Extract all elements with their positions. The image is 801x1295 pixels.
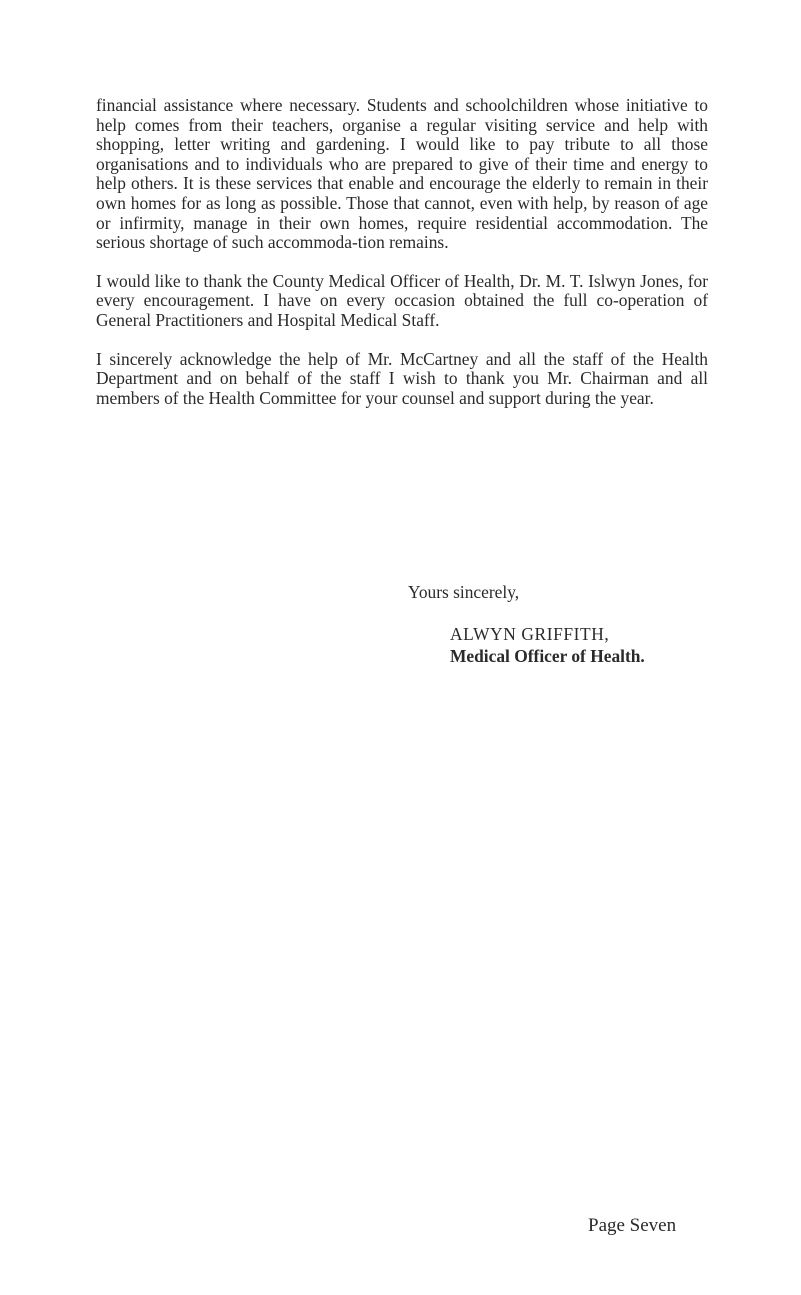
scan-speck [388, 796, 396, 808]
paragraph-acknowledgement: I sincerely acknowledge the help of Mr. McCartney and all the staff of the Health Department and on behalf of the staff I wish to thank you Mr. Chairman and all members of the Health Committee for your counsel and support during the year. [96, 348, 708, 408]
closing-salutation: Yours sincerely, [408, 582, 520, 602]
page-number: Page Seven [588, 1215, 677, 1236]
signature-title: Medical Officer of Health. [450, 646, 645, 666]
letter-page [96, 95, 708, 666]
signature-name: ALWYN GRIFFITH, [450, 624, 610, 644]
paragraph-thanks-medical-officer: I would like to thank the County Medical Officer of Health, Dr. M. T. Islwyn Jones, for every encouragement. I have on every occasion obtained the full co-operation of General Practitioners and Hospital Medical Staff. [96, 270, 708, 330]
paragraph-services: financial assistance where necessary. Students and schoolchildren whose initiative to help comes from their teachers, organise a regular visiting service and help with shopping, letter writing and gardening. I would like to pay tribute to all those organisations and to individuals who are prepared to give of their time and energy to help others. It is these services that enable and encourage the elderly to remain in their own homes for as long as possible. Those that cannot, even with help, by reason of age or infirmity, manage in their own homes, require residential accommodation. The serious shortage of such accommoda-tion remains. [96, 95, 708, 253]
